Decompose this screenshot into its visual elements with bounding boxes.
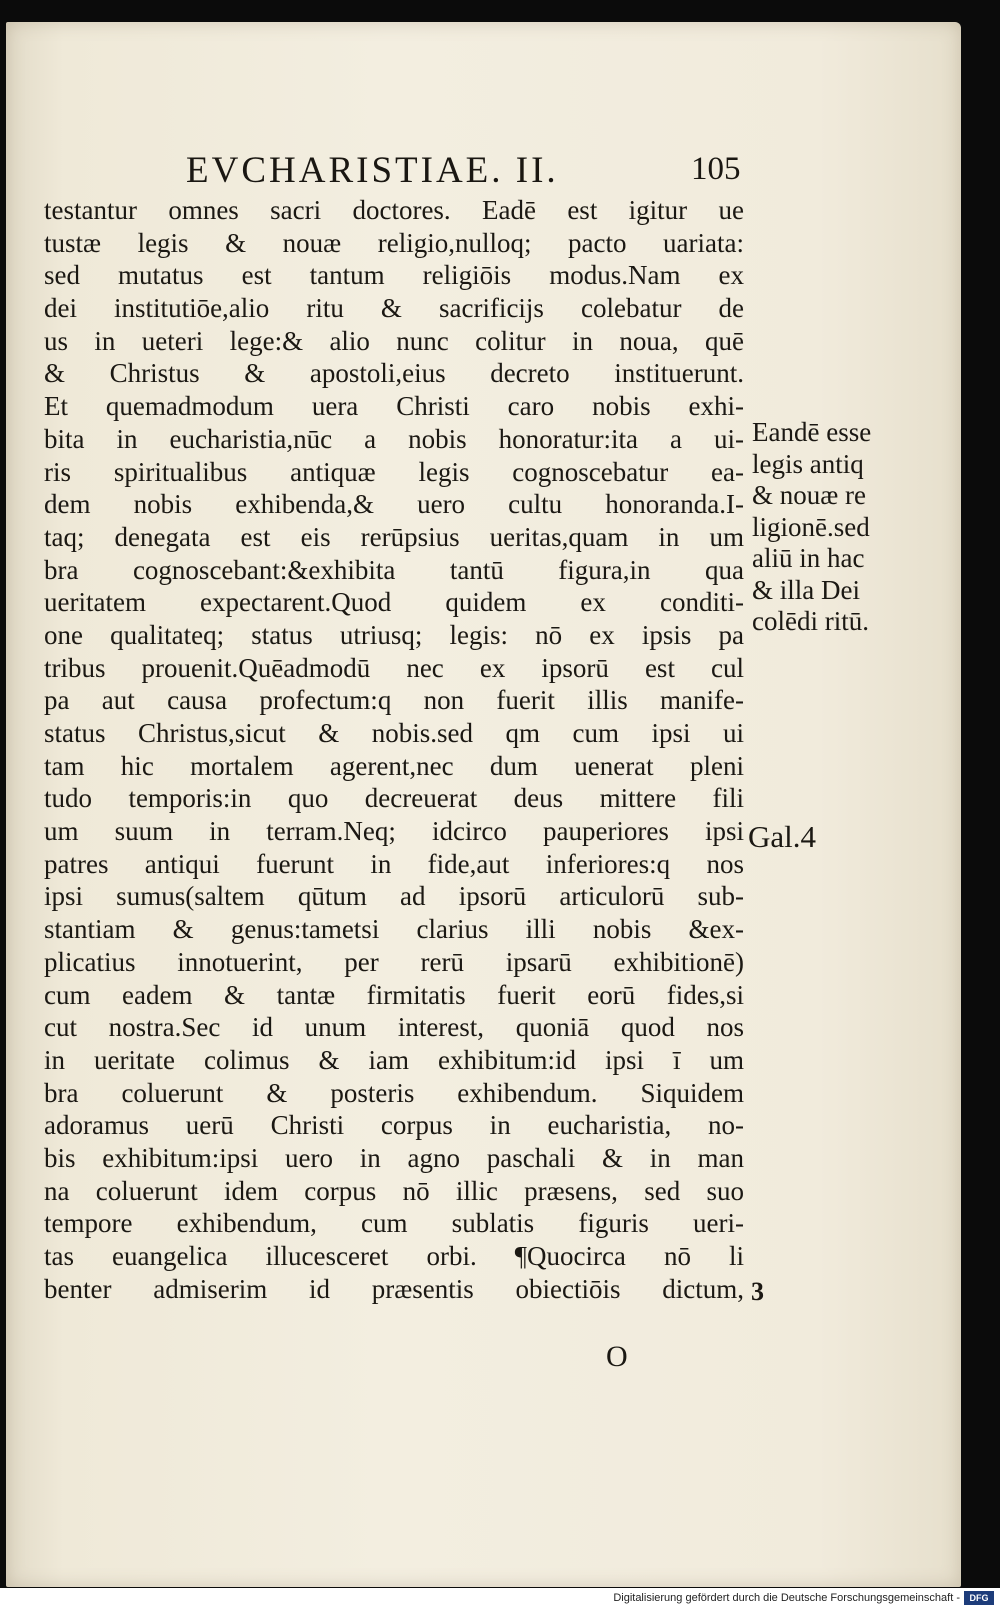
text-line: tudo temporis:in quo decreuerat deus mittere fili [44, 783, 744, 814]
text-line: tribus prouenit.Quēadmodū nec ex ipsorū est cul [44, 652, 744, 683]
text-line: ris spiritualibus antiquæ legis cognoscebatur ea- [44, 456, 744, 487]
text-line: bra cognoscebant:&exhibita tantū figura,in qua [44, 554, 744, 585]
marginal-note-line: legis antiq [752, 448, 864, 479]
main-text-block [44, 194, 744, 1305]
marginal-note-line: & illa Dei [752, 574, 860, 605]
text-line: plicatius innotuerint, per rerū ipsarū exhibitionē) [44, 946, 744, 977]
text-line: dem nobis exhibenda,& uero cultu honoranda.I- [44, 489, 744, 520]
marginal-note-line: colēdi ritū. [752, 606, 869, 636]
book-page [6, 22, 961, 1587]
text-line: ipsi sumus(saltem qūtum ad ipsorū articulorū sub- [44, 881, 744, 912]
text-line: benter admiserim id præsentis obiectiōis dictum, [44, 1273, 744, 1304]
marginal-note-line: Eandē esse [752, 417, 872, 447]
text-line: pa aut causa profectum:q non fuerit illis manife- [44, 685, 744, 716]
marginal-note-line: ligionē.sed [752, 511, 870, 542]
marginal-note [752, 417, 912, 638]
digitization-credit: Digitalisierung gefördert durch die Deutsche Forschungsgemeinschaft - [613, 1592, 960, 1604]
text-line: cut nostra.Sec id unum interest, quoniā quod nos [44, 1012, 744, 1043]
text-line: na coluerunt idem corpus nō illic præsens, sed suo [44, 1175, 744, 1206]
dfg-logo: DFG [964, 1591, 994, 1605]
text-line: bis exhibitum:ipsi uero in agno paschali & in man [44, 1142, 744, 1173]
text-line: tam hic mortalem agerent,nec dum uenerat pleni [44, 750, 744, 781]
text-line: cum eadem & tantæ firmitatis fuerit eorū fides,si [44, 979, 744, 1010]
text-line: taq; denegata est eis rerūpsius ueritas,quam in um [44, 521, 744, 552]
page-number: 105 [691, 151, 741, 187]
text-line: tas euangelica illucesceret orbi. ¶Quocirca nō li [44, 1241, 744, 1271]
text-line: tempore exhibendum, cum sublatis figuris ueri- [44, 1208, 744, 1239]
text-line: status Christus,sicut & nobis.sed qm cum ipsi ui [44, 718, 744, 748]
text-line: tustæ legis & nouæ religio,nulloq; pacto uariata: [44, 227, 744, 258]
page-header [186, 149, 746, 199]
text-line: ueritatem expectarent.Quod quidem ex conditi- [44, 587, 744, 618]
marginal-note-line: & nouæ re [752, 480, 866, 510]
text-line: testantur omnes sacri doctores. Eadē est igitur ue [44, 195, 744, 225]
text-line: adoramus uerū Christi corpus in eucharistia, no- [44, 1110, 744, 1141]
text-line: patres antiqui fuerunt in fide,aut inferiores:q nos [44, 848, 744, 879]
text-line: bra coluerunt & posteris exhibendum. Siquidem [44, 1077, 744, 1108]
text-line: Et quemadmodum uera Christi caro nobis exhi- [44, 391, 744, 422]
text-line: bita in eucharistia,nūc a nobis honoratur:ita a ui- [44, 423, 744, 454]
text-line: one qualitateq; status utriusq; legis: nō ex ipsis pa [44, 619, 744, 650]
marginal-note-line: aliū in hac [752, 543, 865, 573]
text-line: in ueritate colimus & iam exhibitum:id ipsi ī um [44, 1044, 744, 1075]
text-line: sed mutatus est tantum religiōis modus.Nam ex [44, 260, 744, 291]
text-line: stantiam & genus:tametsi clarius illi nobis &ex- [44, 914, 744, 945]
signature-mark: O [606, 1340, 628, 1373]
text-line: & Christus & apostoli,eius decreto instituerunt. [44, 358, 744, 389]
text-line: um suum in terram.Neq; idcirco pauperiores ipsi [44, 816, 744, 847]
marginal-mark: 3 [751, 1277, 764, 1306]
text-line: us in ueteri lege:& alio nunc colitur in noua, quē [44, 325, 744, 356]
text-line: dei institutiōe,alio ritu & sacrificijs colebatur de [44, 293, 744, 324]
running-head: EVCHARISTIAE. II. [186, 150, 559, 191]
marginal-reference: Gal.4 [748, 819, 817, 854]
